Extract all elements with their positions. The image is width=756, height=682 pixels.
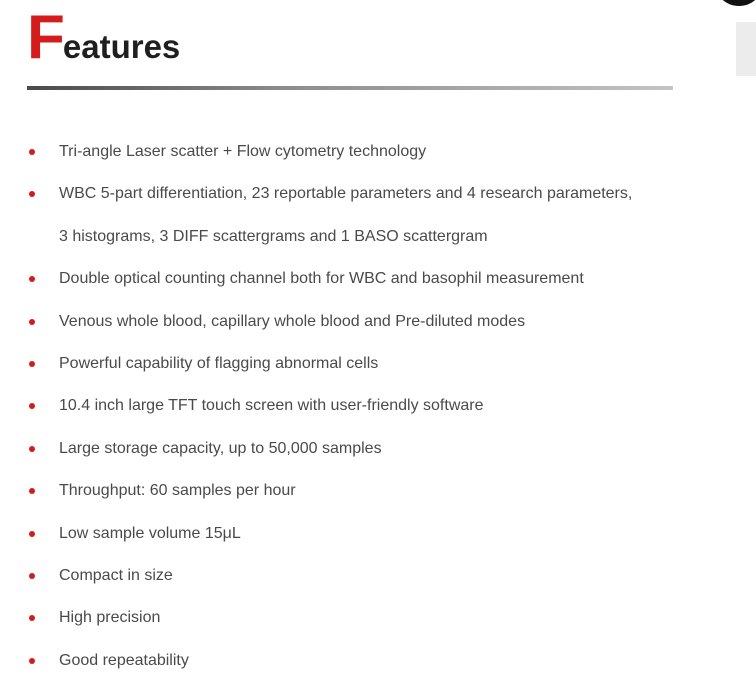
title-divider bbox=[27, 86, 673, 90]
feature-item bbox=[0, 173, 756, 215]
feature-text: Throughput: 60 samples per hour bbox=[59, 482, 296, 500]
feature-text: Powerful capability of flagging abnormal cells bbox=[59, 354, 379, 372]
feature-text: Good repeatability bbox=[59, 651, 189, 669]
bullet-dot-icon bbox=[29, 488, 35, 494]
bullet-dot-icon bbox=[29, 191, 35, 197]
feature-text: WBC 5-part differentiation, 23 reportable parameters and 4 research parameters, bbox=[59, 185, 633, 203]
feature-text: 10.4 inch large TFT touch screen with user-friendly software bbox=[59, 397, 484, 415]
title-rest: eatures bbox=[62, 28, 181, 65]
bullet-dot-icon bbox=[29, 149, 35, 155]
bullet-dot-icon bbox=[29, 403, 35, 409]
feature-item bbox=[0, 513, 756, 555]
feature-item bbox=[0, 131, 756, 173]
feature-item bbox=[0, 640, 756, 682]
feature-item bbox=[0, 555, 756, 597]
feature-item bbox=[0, 597, 756, 639]
feature-text: Double optical counting channel both for WBC and basophil measurement bbox=[59, 270, 584, 288]
feature-item bbox=[0, 470, 756, 512]
feature-list bbox=[0, 131, 756, 682]
feature-text: High precision bbox=[59, 609, 161, 627]
feature-text: Large storage capacity, up to 50,000 samples bbox=[59, 439, 382, 457]
feature-item bbox=[0, 385, 756, 427]
bullet-dot-icon bbox=[29, 531, 35, 537]
bullet-dot-icon bbox=[29, 361, 35, 367]
bullet-dot-icon bbox=[29, 573, 35, 579]
bullet-dot-icon bbox=[29, 658, 35, 664]
bullet-dot-icon bbox=[29, 615, 35, 621]
feature-item bbox=[0, 343, 756, 385]
feature-item-continuation bbox=[0, 216, 756, 258]
feature-item bbox=[0, 258, 756, 300]
feature-text: Venous whole blood, capillary whole blood and Pre-diluted modes bbox=[59, 312, 526, 330]
feature-item bbox=[0, 301, 756, 343]
title-initial-letter: F bbox=[27, 3, 65, 72]
feature-text: Tri-angle Laser scatter + Flow cytometry technology bbox=[59, 143, 427, 160]
page-title bbox=[27, 3, 181, 72]
corner-decoration-circle bbox=[714, 0, 756, 6]
feature-text: 3 histograms, 3 DIFF scattergrams and 1 BASO scattergram bbox=[59, 227, 488, 245]
feature-item bbox=[0, 428, 756, 470]
bullet-dot-icon bbox=[29, 276, 35, 282]
bullet-dot-icon bbox=[29, 446, 35, 452]
feature-text: Compact in size bbox=[59, 566, 173, 584]
corner-decoration-panel bbox=[736, 22, 756, 76]
bullet-dot-icon bbox=[29, 319, 35, 325]
feature-text: Low sample volume 15μL bbox=[59, 524, 241, 542]
